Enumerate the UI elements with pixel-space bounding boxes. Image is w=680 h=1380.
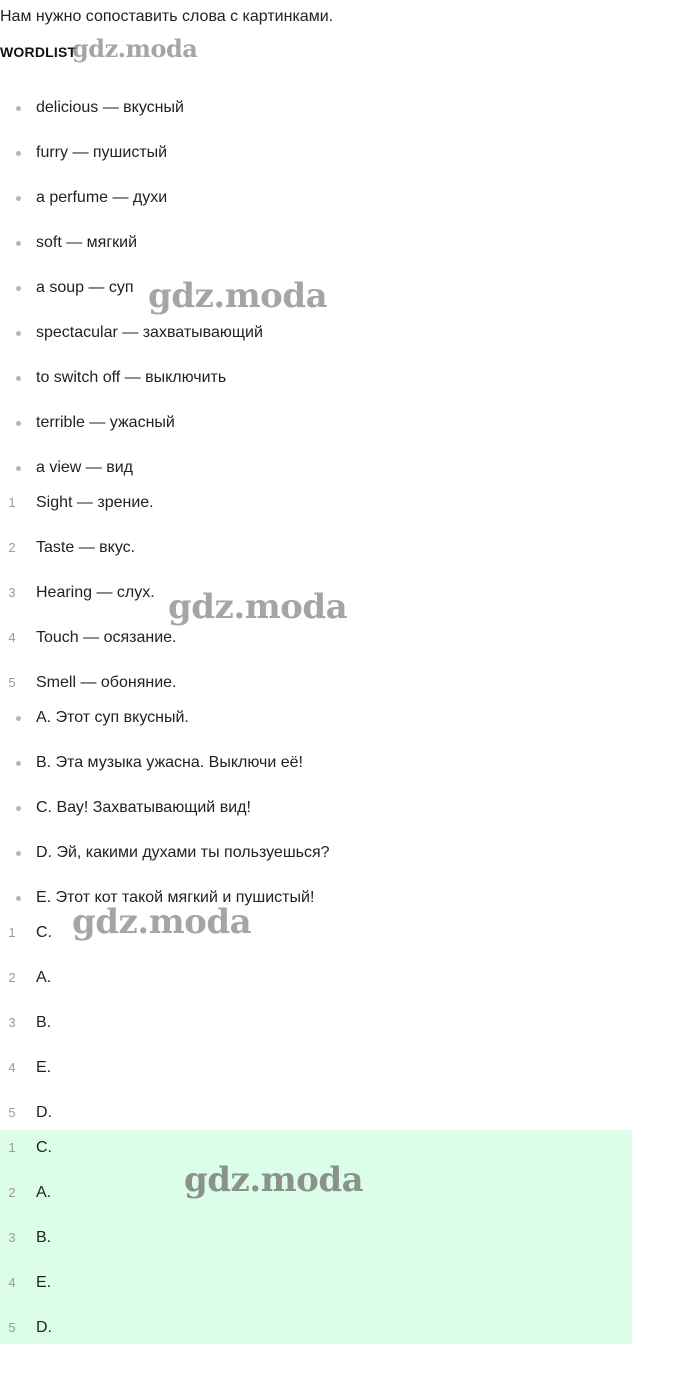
wordlist-item-text: terrible — ужасный [36, 414, 175, 431]
answer-text: D. [36, 1319, 52, 1336]
bullet-icon [16, 331, 21, 336]
match-text: C. [36, 924, 52, 941]
bullet-icon [16, 716, 21, 721]
bullet-icon [16, 851, 21, 856]
wordlist-heading: WORDLIST [0, 44, 77, 60]
answer-text: C. [36, 1139, 52, 1156]
sense-text: Hearing — слух. [36, 584, 155, 601]
bullet-icon [16, 421, 21, 426]
watermark-logo: gdz.moda [148, 276, 328, 316]
wordlist-item-text: to switch off — выключить [36, 369, 227, 386]
match-text: B. [36, 1014, 52, 1031]
wordlist-item-text: delicious — вкусный [36, 99, 184, 116]
item-number: 3 [8, 1015, 16, 1030]
wordlist-item-text: a soup — суп [36, 279, 134, 296]
bullet-icon [16, 151, 21, 156]
bullet-icon [16, 896, 21, 901]
item-number: 2 [8, 1185, 16, 1200]
sense-text: Sight — зрение. [36, 494, 154, 511]
answer-text: E. [36, 1274, 52, 1291]
match-text: A. [36, 969, 52, 986]
bullet-icon [16, 466, 21, 471]
intro-text: Нам нужно сопоставить слова с картинками. [0, 8, 334, 25]
watermark-logo: gdz.moda [184, 1160, 364, 1200]
sense-text: Touch — осязание. [36, 629, 177, 646]
sentence-text: E. Этот кот такой мягкий и пушистый! [36, 889, 315, 906]
watermark-logo: gdz.moda [72, 902, 252, 942]
wordlist-item-text: spectacular — захватывающий [36, 324, 263, 341]
wordlist-item-text: furry — пушистый [36, 144, 168, 161]
wordlist-item-text: a perfume — духи [36, 189, 168, 206]
bullet-icon [16, 761, 21, 766]
answer-box [0, 1130, 632, 1344]
item-number: 5 [8, 1105, 16, 1120]
answer-text: A. [36, 1184, 52, 1201]
item-number: 3 [8, 585, 16, 600]
sentence-text: C. Вау! Захватывающий вид! [36, 799, 251, 816]
bullet-icon [16, 286, 21, 291]
sentence-text: A. Этот суп вкусный. [36, 709, 189, 726]
wordlist-item-text: soft — мягкий [36, 234, 138, 251]
sentence-text: B. Эта музыка ужасна. Выключи её! [36, 754, 303, 771]
item-number: 1 [8, 495, 16, 510]
item-number: 3 [8, 1230, 16, 1245]
wordlist-item-text: a view — вид [36, 459, 134, 476]
sense-text: Smell — обоняние. [36, 674, 177, 691]
sense-text: Taste — вкус. [36, 539, 136, 556]
item-number: 4 [8, 1060, 16, 1075]
item-number: 5 [8, 675, 16, 690]
watermark-logo: gdz.moda [72, 34, 198, 63]
item-number: 5 [8, 1320, 16, 1335]
item-number: 1 [8, 1140, 16, 1155]
bullet-icon [16, 376, 21, 381]
bullet-icon [16, 106, 21, 111]
item-number: 1 [8, 925, 16, 940]
watermark-logo: gdz.moda [168, 587, 348, 627]
bullet-icon [16, 241, 21, 246]
bullet-icon [16, 196, 21, 201]
bullet-icon [16, 806, 21, 811]
item-number: 2 [8, 970, 16, 985]
item-number: 2 [8, 540, 16, 555]
answer-text: B. [36, 1229, 52, 1246]
item-number: 4 [8, 630, 16, 645]
item-number: 4 [8, 1275, 16, 1290]
match-text: D. [36, 1104, 52, 1121]
sentence-text: D. Эй, какими духами ты пользуешься? [36, 844, 330, 861]
match-text: E. [36, 1059, 52, 1076]
